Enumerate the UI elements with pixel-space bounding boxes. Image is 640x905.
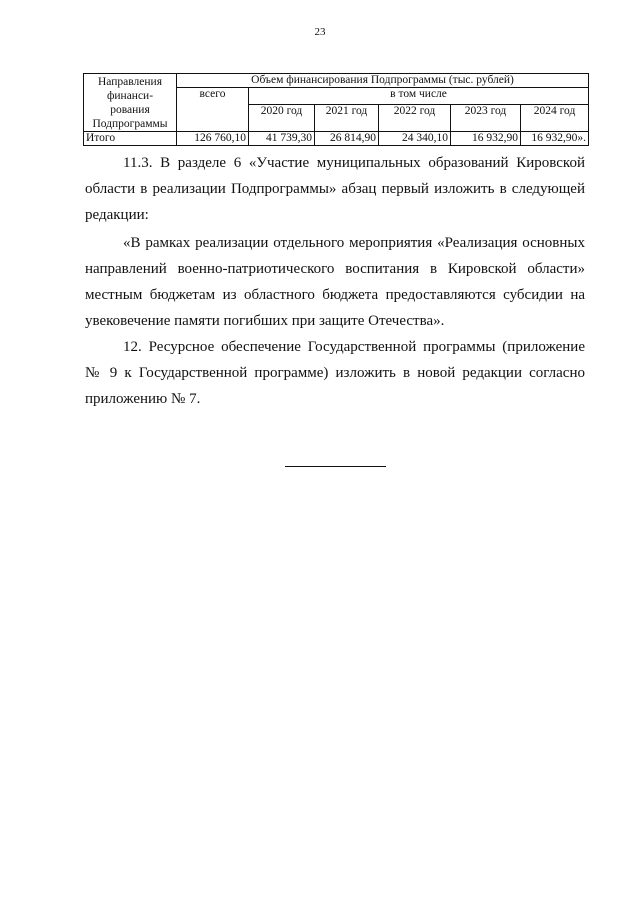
- header-direction-line: финанси-: [106, 90, 154, 102]
- row-value-2021: 26 814,90: [315, 132, 379, 146]
- row-total-value: 126 760,10: [177, 132, 249, 146]
- row-value-2020: 41 739,30: [249, 132, 315, 146]
- row-value-2024: 16 932,90».: [521, 132, 589, 146]
- row-value-2022: 24 340,10: [379, 132, 451, 146]
- page-number: 23: [314, 26, 326, 38]
- table-row-total: [84, 132, 589, 146]
- paragraph-quote: «В рамках реализации отдельного мероприятия «Реализация основных направлений военно-патриотического воспитания в Кировской области» местным бюджетам из областного бюджета предоставляются субсидии на увековечение памяти погибших при защите Отечества».: [85, 235, 585, 329]
- header-year-2024: 2024 год: [521, 105, 589, 132]
- header-financing-volume: Объем финансирования Подпрограммы (тыс. рублей): [177, 74, 589, 88]
- header-including: в том числе: [249, 88, 589, 105]
- row-label: Итого: [84, 132, 177, 146]
- header-total: всего: [177, 88, 249, 132]
- header-direction-line: рования: [110, 104, 150, 116]
- end-divider: [285, 466, 386, 467]
- header-financing-direction: [84, 74, 177, 132]
- header-direction-line: Подпрограммы: [92, 118, 168, 130]
- paragraph-12: 12. Ресурсное обеспечение Государственной программы (приложение № 9 к Государственной программе) изложить в новой редакции согласно приложению № 7.: [85, 339, 585, 407]
- header-year-2020: 2020 год: [249, 105, 315, 132]
- row-value-2023: 16 932,90: [451, 132, 521, 146]
- header-direction-line: Направления: [98, 76, 162, 88]
- header-year-2022: 2022 год: [379, 105, 451, 132]
- header-year-2023: 2023 год: [451, 105, 521, 132]
- header-year-2021: 2021 год: [315, 105, 379, 132]
- paragraph-11-3: 11.3. В разделе 6 «Участие муниципальных образований Кировской области в реализации Подпрограммы» абзац первый изложить в следующей редакции:: [85, 155, 585, 223]
- financing-table: [83, 73, 589, 146]
